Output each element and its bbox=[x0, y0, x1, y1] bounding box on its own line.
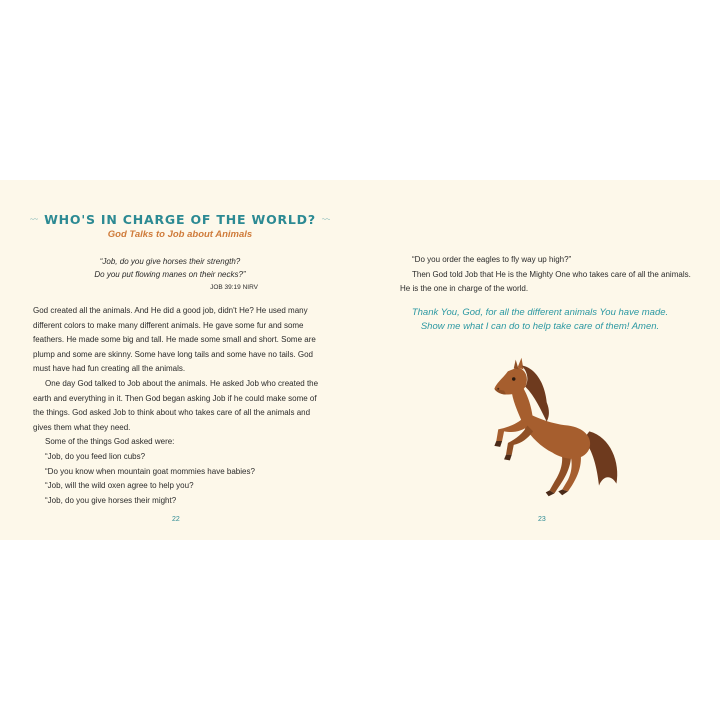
book-spread bbox=[0, 180, 720, 540]
prayer bbox=[360, 306, 720, 333]
prayer-line: Show me what I can do to help take care of them! Amen. bbox=[420, 320, 660, 332]
verse-line: Do you put flowing manes on their necks?” bbox=[94, 270, 246, 279]
right-page bbox=[360, 180, 720, 540]
paragraph: “Job, do you give horses their might? bbox=[45, 495, 177, 505]
paragraph: “Do you know when mountain goat mommies have babies? bbox=[45, 466, 255, 476]
verse-reference: JOB 39:19 NIRV bbox=[210, 284, 258, 291]
paragraph: “Job, will the wild oxen agree to help you? bbox=[45, 481, 194, 491]
story-text bbox=[33, 304, 328, 508]
verse-line: “Job, do you give horses their strength? bbox=[99, 257, 241, 266]
title-row bbox=[30, 210, 330, 228]
story-text bbox=[400, 253, 700, 297]
page-number: 22 bbox=[172, 516, 180, 523]
prayer-line: Thank You, God, for all the different animals You have made. bbox=[411, 307, 669, 318]
bible-verse bbox=[60, 255, 280, 294]
paragraph: One day God talked to Job about the animals. He asked Job who created the earth and everything in it. Then God began asking Job if he could make some of the things. God asked Job to think about who takes care of all the animals and gives them what they need. bbox=[33, 378, 319, 432]
squiggle-left-icon bbox=[30, 214, 38, 224]
paragraph: Then God told Job that He is the Mighty One who takes care of all the animals. He is the one in charge of the world. bbox=[400, 269, 691, 294]
paragraph: “Do you order the eagles to fly way up high?” bbox=[412, 255, 572, 264]
page-subtitle: God Talks to Job about Animals bbox=[107, 229, 253, 240]
horse-illustration bbox=[475, 348, 630, 503]
paragraph: Some of the things God asked were: bbox=[45, 437, 175, 447]
paragraph: God created all the animals. And He did a good job, didn't He? He used many different colors to make many different animals. He gave some fur and some feathers. He made some big and tall. He made some small and short. Some are plump and some are skinny. Some have long tails and some have no tails. God must have had fun creating all the animals. bbox=[33, 306, 316, 374]
page-number: 23 bbox=[538, 516, 546, 523]
left-page bbox=[0, 180, 360, 540]
squiggle-right-icon bbox=[322, 214, 330, 224]
page-title: WHO'S IN CHARGE OF THE WORLD? bbox=[44, 211, 316, 227]
paragraph: “Job, do you feed lion cubs? bbox=[45, 451, 146, 461]
